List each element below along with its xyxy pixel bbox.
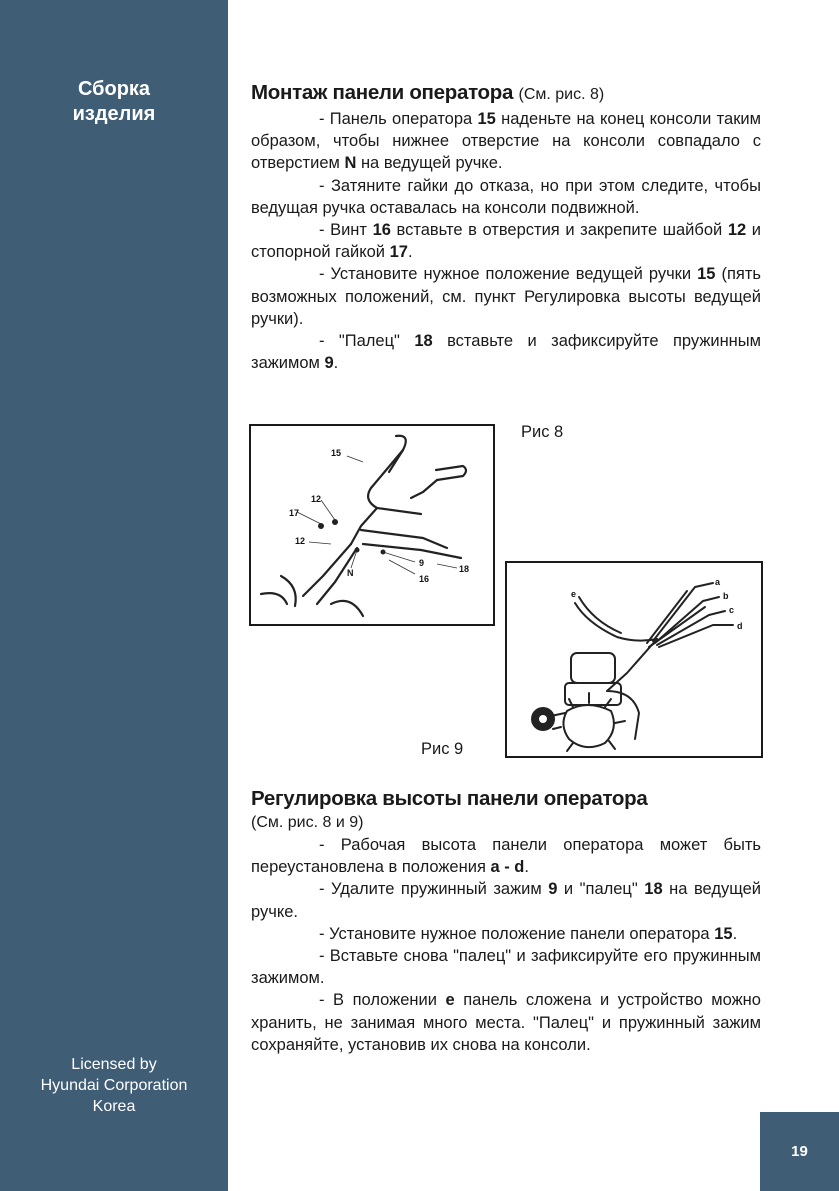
section1-heading-text: Монтаж панели оператора	[251, 81, 514, 104]
figure-9-label: Рис 9	[421, 740, 464, 758]
section1-heading	[251, 80, 761, 108]
fig9-callout-d: d	[737, 621, 743, 631]
section1-paragraph-5: - "Палец" 18 вставьте и зафиксируйте пружинным зажимом 9.	[251, 332, 761, 373]
fig9-callout-a: a	[715, 577, 721, 587]
section2-paragraph-3: - Установите нужное положение панели оператора 15.	[319, 924, 738, 943]
fig9-callout-e: e	[571, 589, 577, 599]
fig9-callout-b: b	[723, 591, 729, 601]
section2-paragraph-1: - Рабочая высота панели оператора может быть переустановлена в положения a - d.	[251, 836, 761, 877]
figure-8-drawing	[251, 426, 493, 624]
section-operator-panel-height	[251, 786, 761, 1056]
fig8-callout-18: 18	[459, 564, 470, 574]
license-line2: Hyundai Corporation	[40, 1077, 188, 1094]
license-line1: Licensed by	[71, 1056, 157, 1073]
section1-paragraph-2: - Затяните гайки до отказа, но при этом следите, чтобы ведущая ручка оставалась на консоли подвижной.	[251, 176, 761, 217]
section-title-line2: изделия	[72, 103, 156, 125]
fig8-callout-15: 15	[331, 448, 342, 458]
figure-8-label: Рис 8	[521, 423, 564, 441]
fig8-callout-17: 17	[289, 508, 300, 518]
license-line3: Korea	[92, 1098, 136, 1115]
section1-heading-ref: (См. рис. 8)	[518, 86, 605, 103]
section2-paragraph-5: - В положении e панель сложена и устройство можно хранить, не занимая много места. "Палец" и пружинный зажим сохраняйте, установив их снова на консоли.	[251, 991, 761, 1054]
section-operator-panel-mount	[251, 80, 761, 374]
figure-9	[505, 561, 763, 758]
section-title	[0, 77, 228, 127]
license-note	[0, 1054, 228, 1117]
section2-paragraph-4: - Вставьте снова "палец" и зафиксируйте его пружинным зажимом.	[251, 947, 761, 988]
figure-9-drawing	[507, 563, 761, 756]
section2-heading-ref: (См. рис. 8 и 9)	[251, 814, 364, 831]
section1-paragraph-4: - Установите нужное положение ведущей ручки 15 (пять возможных положений, см. пункт Регулировка высоты ведущей ручки).	[251, 265, 761, 328]
fig9-callout-c: c	[729, 605, 735, 615]
fig8-callout-12-bottom: 12	[295, 536, 306, 546]
section1-paragraph-3: - Винт 16 вставьте в отверстия и закрепите шайбой 12 и стопорной гайкой 17.	[251, 221, 761, 262]
fig8-callout-9: 9	[419, 558, 425, 568]
fig8-callout-12-top: 12	[311, 494, 322, 504]
section2-paragraph-2: - Удалите пружинный зажим 9 и "палец" 18 на ведущей ручке.	[251, 880, 762, 921]
section1-paragraph-1: - Панель оператора 15 наденьте на конец консоли таким образом, чтобы нижнее отверстие на консоли совпадало с отверстием N на ведущей ручке.	[251, 110, 761, 173]
sidebar	[0, 0, 228, 1191]
fig8-callout-16: 16	[419, 574, 430, 584]
fig8-callout-n: N	[347, 568, 354, 578]
section-title-line1: Сборка	[77, 78, 151, 100]
figure-8	[249, 424, 495, 626]
page-number: 19	[760, 1112, 839, 1191]
section2-heading: Регулировка высоты панели оператора	[251, 787, 648, 810]
